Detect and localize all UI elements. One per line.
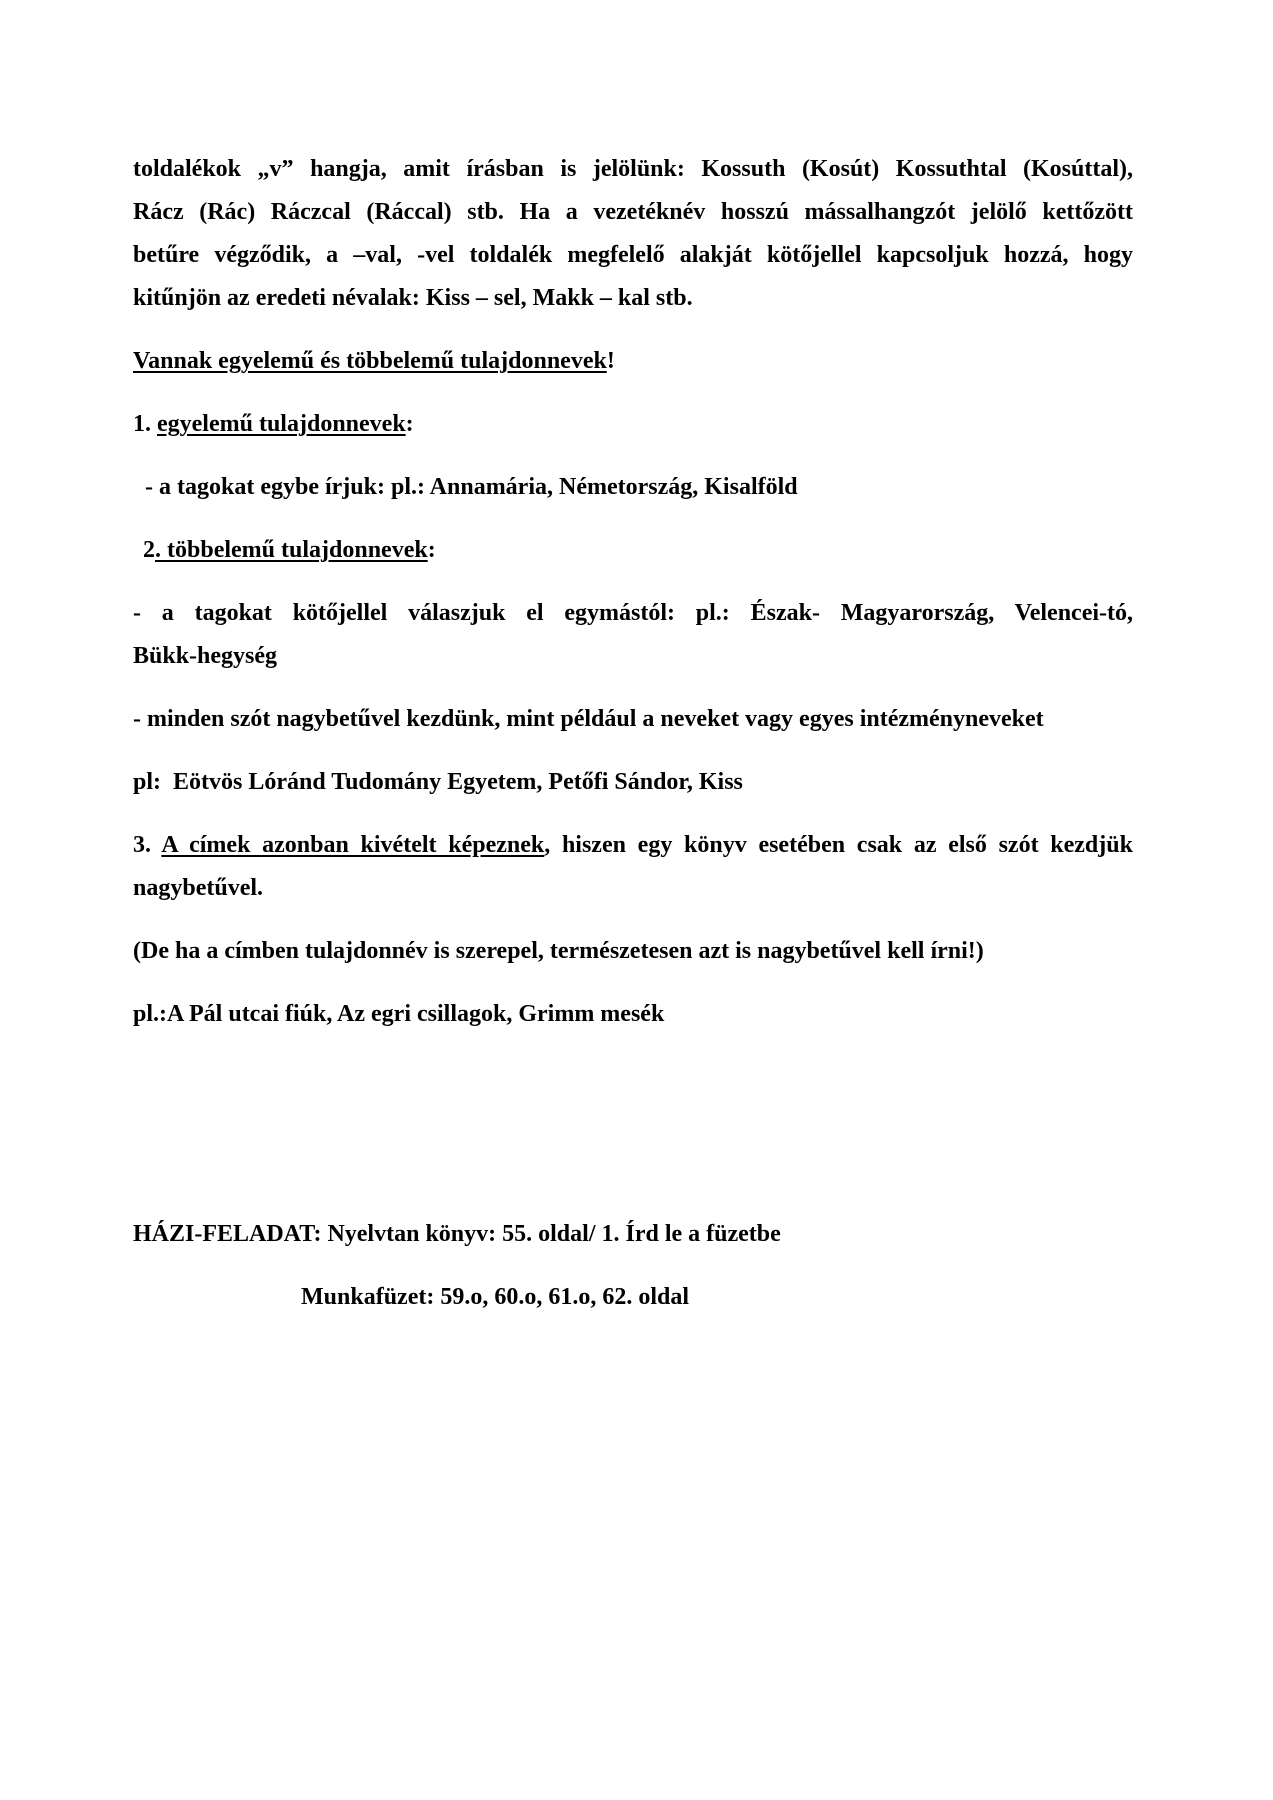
- item-1-egyelemu-line-1: [133, 403, 1133, 446]
- item-3-cimek-text-1-3: , hiszen egy könyv esetében csak az első szót kezdjük: [544, 832, 1133, 858]
- item-3-cimek: [133, 824, 1133, 910]
- line-pl-pal-utcai-text-1-1: pl.:A Pál utcai fiúk, Az egri csillagok, Grimm mesék: [133, 1001, 665, 1027]
- item-1-egyelemu-underlined-text-1-2: egyelemű tulajdonnevek: [157, 411, 406, 437]
- note-de-ha-cimben: [133, 930, 1133, 973]
- para-toldalekok-line-1: [133, 148, 1133, 191]
- bullet-nagybetuvel-kezdunk-line-1: [133, 698, 1133, 741]
- line-pl-eotvos-text-1-1: pl: Eötvös Lóránd Tudomány Egyetem, Petőfi Sándor, Kiss: [133, 769, 743, 795]
- item-3-cimek-line-2: [133, 867, 1133, 910]
- homework-workbook: [133, 1276, 1133, 1319]
- bullet-kotojellel-text-1-1: - a tagokat kötőjellel válaszjuk el egymástól: pl.: Észak- Magyarország, Velencei-tó,: [133, 600, 1133, 626]
- note-de-ha-cimben-text-1-1: (De ha a címben tulajdonnév is szerepel, természetesen azt is nagybetűvel kell írni!): [133, 938, 984, 964]
- para-toldalekok-line-3: [133, 234, 1133, 277]
- item-3-cimek-text-1-1: 3.: [133, 832, 162, 858]
- homework-title-text-1-1: HÁZI-FELADAT: Nyelvtan könyv: 55. oldal/ 1. Írd le a füzetbe: [133, 1221, 781, 1247]
- bullet-egybe-irjuk-line-1: [145, 466, 1133, 509]
- para-toldalekok: [133, 148, 1133, 320]
- homework-workbook-text-1-1: Munkafüzet: 59.o, 60.o, 61.o, 62. oldal: [301, 1284, 690, 1310]
- item-2-tobbelemu-text-1-3: :: [427, 537, 436, 563]
- item-2-tobbelemu-text-1-1: 2: [143, 537, 155, 563]
- note-de-ha-cimben-line-1: [133, 930, 1133, 973]
- heading-vannak: [133, 340, 1133, 383]
- bullet-egybe-irjuk-text-1-1: - a tagokat egybe írjuk: pl.: Annamária, Németország, Kisalföld: [145, 474, 798, 500]
- para-toldalekok-line-4: [133, 277, 1133, 320]
- heading-vannak-underlined-text-1-1: Vannak egyelemű és többelemű tulajdonnevek: [133, 348, 607, 374]
- homework-title: [133, 1213, 1133, 1256]
- para-toldalekok-text-4-1: kitűnjön az eredeti névalak: Kiss – sel, Makk – kal stb.: [133, 285, 693, 311]
- item-3-cimek-line-1: [133, 824, 1133, 867]
- item-1-egyelemu-text-1-1: 1.: [133, 411, 157, 437]
- item-1-egyelemu: [133, 403, 1133, 446]
- heading-vannak-text-1-2: !: [606, 348, 615, 374]
- para-toldalekok-text-2-1: Rácz (Rác) Ráczcal (Ráccal) stb. Ha a vezetéknév hosszú mássalhangzót jelölő kettőzött: [133, 199, 1133, 225]
- bullet-egybe-irjuk: [133, 466, 1133, 509]
- item-3-cimek-text-2-1: nagybetűvel.: [133, 875, 264, 901]
- bullet-kotojellel-line-2: [133, 635, 1133, 678]
- para-toldalekok-text-3-1: betűre végződik, a –val, -vel toldalék megfelelő alakját kötőjellel kapcsoljuk hozzá, hogy: [133, 242, 1133, 268]
- line-pl-eotvos: [133, 761, 1133, 804]
- item-3-cimek-underlined-text-1-2: A címek azonban kivételt képeznek: [161, 832, 545, 858]
- bullet-kotojellel-line-1: [133, 592, 1133, 635]
- line-pl-pal-utcai: [133, 993, 1133, 1036]
- item-2-tobbelemu-line-1: [143, 529, 1133, 572]
- item-1-egyelemu-text-1-3: :: [405, 411, 414, 437]
- homework-title-line-1: [133, 1213, 1133, 1256]
- bullet-nagybetuvel-kezdunk: [133, 698, 1133, 741]
- para-toldalekok-line-2: [133, 191, 1133, 234]
- line-pl-pal-utcai-line-1: [133, 993, 1133, 1036]
- homework-workbook-line-1: [301, 1276, 1133, 1319]
- document-body: [133, 148, 1133, 1319]
- item-2-tobbelemu-underlined-text-1-2: . többelemű tulajdonnevek: [155, 537, 428, 563]
- heading-vannak-line-1: [133, 340, 1133, 383]
- bullet-kotojellel: [133, 592, 1133, 678]
- line-pl-eotvos-line-1: [133, 761, 1133, 804]
- bullet-nagybetuvel-kezdunk-text-1-1: - minden szót nagybetűvel kezdünk, mint például a neveket vagy egyes intézményneveket: [133, 706, 1044, 732]
- item-2-tobbelemu: [133, 529, 1133, 572]
- para-toldalekok-text-1-1: toldalékok „v” hangja, amit írásban is jelölünk: Kossuth (Kosút) Kossuthtal (Kosúttal),: [133, 156, 1133, 182]
- bullet-kotojellel-text-2-1: Bükk-hegység: [133, 643, 278, 669]
